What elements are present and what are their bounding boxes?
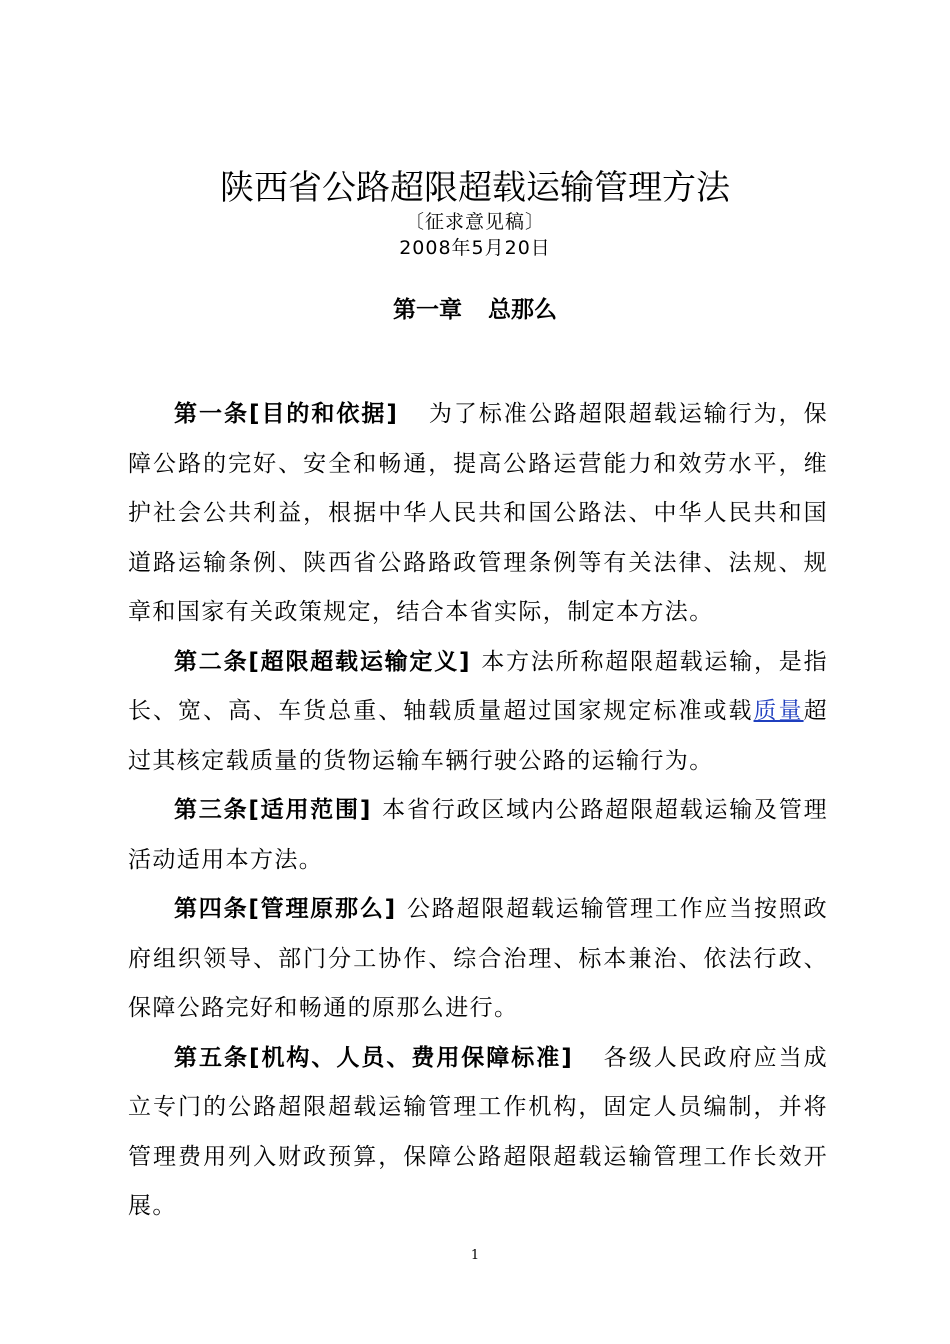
- chapter-name: 总那么: [488, 297, 557, 323]
- article-3: [128, 786, 828, 885]
- article-heading: 第四条[管理原那么]: [174, 896, 397, 922]
- article-5: [128, 1034, 828, 1232]
- document-subtitle: 〔征求意见稿〕: [404, 211, 545, 233]
- document-title: 陕西省公路超限超载运输管理方法: [220, 168, 730, 208]
- article-heading: 第一条[目的和依据]: [174, 401, 399, 427]
- document-body: [128, 390, 828, 1232]
- article-heading: 第五条[机构、人员、费用保障标准]: [174, 1044, 574, 1071]
- article-text: 为了标准公路超限超载运输行为，保障公路的完好、安全和畅通，提高公路运营能力和效劳水平，维护社会公共利益，根据中华人民共和国公路法、中华人民共和国道路运输条例、陕西省公路路政管理条例等有关法律、法规、规章和国家有关政策规定，结合本省实际，制定本方法。: [128, 401, 829, 625]
- quality-link[interactable]: 质量: [753, 698, 804, 724]
- article-4: [128, 885, 828, 1034]
- article-text: 本省行政区域内公路超限超载运输及管理活动适用本方法。: [128, 797, 829, 873]
- article-text: 本方法所称超限超载运输，是指长、宽、高、车货总重、轴载质量超过国家规定标准或载: [128, 648, 828, 724]
- article-1: [128, 390, 828, 638]
- chapter-number: 第一章: [393, 297, 462, 323]
- article-text: 各级人民政府应当成立专门的公路超限超载运输管理工作机构，固定人员编制，并将管理费用列入财政预算，保障公路超限超载运输管理工作长效开展。: [128, 1044, 828, 1219]
- page-number: 1: [470, 1248, 480, 1263]
- article-heading: 第二条[超限超载运输定义]: [174, 648, 471, 675]
- document-date: 2008年5月20日: [399, 237, 551, 259]
- article-2: [128, 638, 828, 787]
- chapter-heading: [0, 293, 950, 327]
- article-text-continued: 超过其核定载质量的货物运输车辆行驶公路的运输行为。: [128, 698, 828, 774]
- article-text: 公路超限超载运输管理工作应当按照政府组织领导、部门分工协作、综合治理、标本兼治、依法行政、保障公路完好和畅通的原那么进行。: [128, 896, 828, 1021]
- article-heading: 第三条[适用范围]: [174, 797, 372, 823]
